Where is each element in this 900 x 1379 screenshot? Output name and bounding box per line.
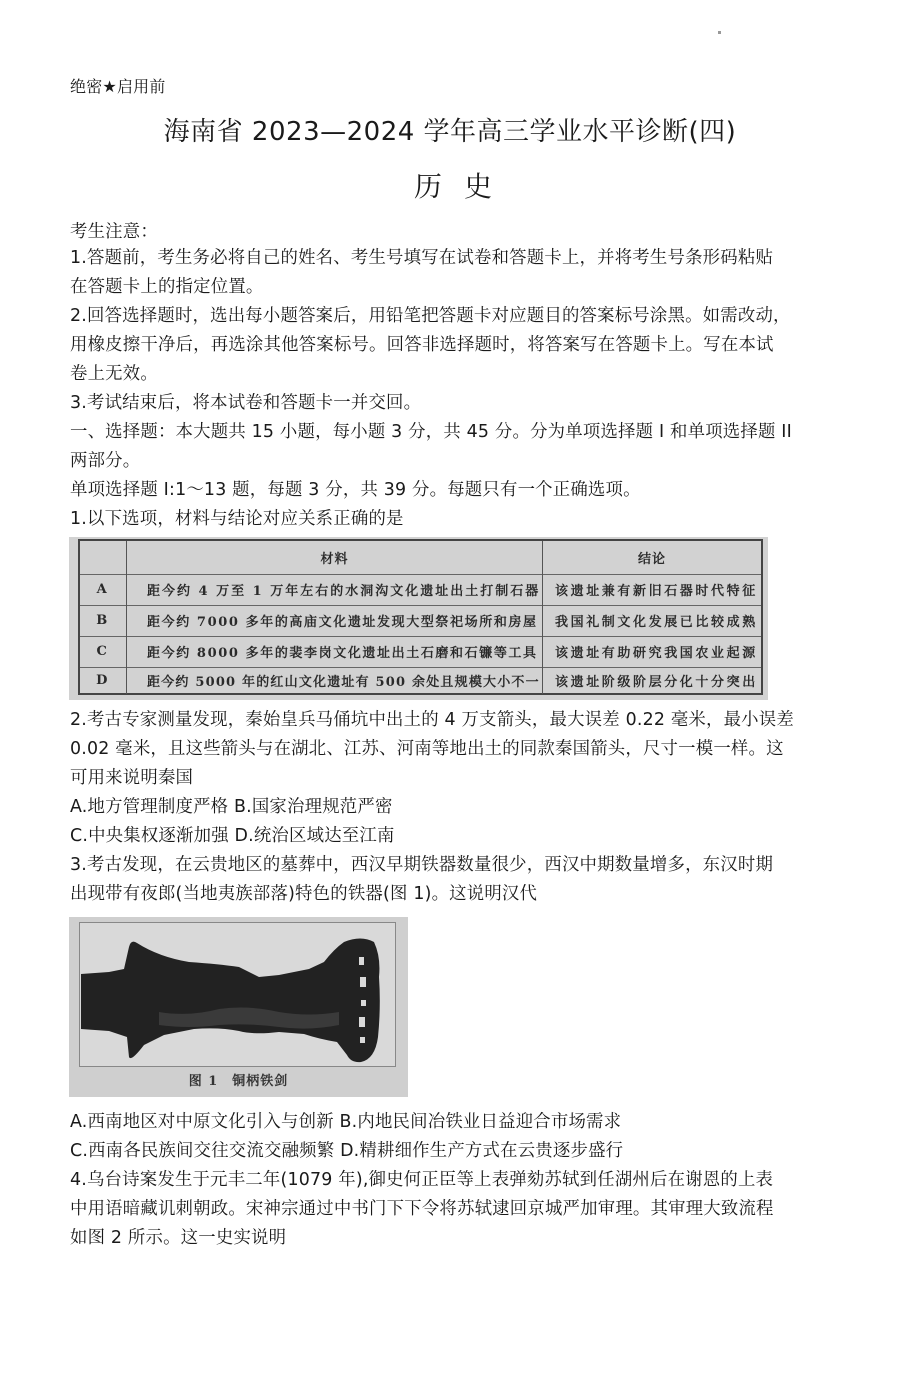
notice-line: 2.回答选择题时，选出每小题答案后，用铅笔把答题卡对应题目的答案标号涂黑。如需改动， bbox=[70, 306, 791, 326]
notice-line: 在答题卡上的指定位置。 bbox=[70, 277, 264, 297]
table-cell-material: 距今约 4 万至 1 万年左右的水洞沟文化遗址出土打制石器 bbox=[127, 574, 543, 605]
notice-line: 3.考试结束后，将本试卷和答题卡一并交回。 bbox=[70, 393, 422, 413]
section-instruction: 单项选择题 I:1～13 题，每题 3 分，共 39 分。每题只有一个正确选项。 bbox=[70, 480, 641, 500]
table-cell-conclusion: 该遗址有助研究我国农业起源 bbox=[555, 646, 758, 661]
table-cell-option: C bbox=[80, 636, 127, 667]
confidential-label: 绝密★启用前 bbox=[70, 77, 166, 96]
table-row bbox=[80, 605, 761, 637]
question-1-table-image bbox=[69, 537, 768, 700]
table-cell-material: 距今约 8000 多年的裴李岗文化遗址出土石磨和石镰等工具 bbox=[127, 636, 543, 667]
table-cell-conclusion: 该遗址阶级阶层分化十分突出 bbox=[555, 675, 758, 690]
table-header-cell: 结论 bbox=[637, 552, 666, 567]
notice-line: 1.答题前，考生务必将自己的姓名、考生号填写在试卷和答题卡上，并将考生号条形码粘贴 bbox=[70, 248, 774, 268]
question-2-options: C.中央集权逐渐加强 D.统治区域达至江南 bbox=[70, 826, 395, 846]
question-3-stem: 出现带有夜郎(当地夷族部落)特色的铁器(图 1)。这说明汉代 bbox=[70, 884, 538, 904]
table-cell-conclusion: 我国礼制文化发展已比较成熟 bbox=[555, 615, 758, 630]
table-cell-conclusion: 该遗址兼有新旧石器时代特征 bbox=[555, 584, 758, 599]
question-1-stem: 1.以下选项，材料与结论对应关系正确的是 bbox=[70, 509, 404, 529]
table-row bbox=[80, 574, 761, 606]
question-2-stem: 0.02 毫米，且这些箭头与在湖北、江苏、河南等地出土的同款秦国箭头，尺寸一模一样。这 bbox=[70, 739, 784, 759]
table-cell-option: B bbox=[80, 605, 127, 636]
table-row bbox=[80, 667, 761, 694]
table-cell-option: A bbox=[80, 574, 127, 605]
table-cell-material: 距今约 5000 年的红山文化遗址有 500 余处且规模大小不一 bbox=[127, 667, 543, 694]
table-cell-option: D bbox=[80, 667, 127, 694]
notice-line: 卷上无效。 bbox=[70, 364, 158, 384]
question-2-options: A.地方管理制度严格 B.国家治理规范严密 bbox=[70, 797, 393, 817]
question-3-stem: 3.考古发现，在云贵地区的墓葬中，西汉早期铁器数量很少，西汉中期数量增多，东汉时期 bbox=[70, 855, 774, 875]
question-3-options: A.西南地区对中原文化引入与创新 B.内地民间冶铁业日益迎合市场需求 bbox=[70, 1112, 622, 1132]
question-4-stem: 中用语暗藏讥刺朝政。宋神宗通过中书门下下令将苏轼逮回京城严加审理。其审理大致流程 bbox=[70, 1199, 774, 1219]
question-4-stem: 4.乌台诗案发生于元丰二年(1079 年),御史何正臣等上表弹劾苏轼到任湖州后在谢恩的上表 bbox=[70, 1170, 774, 1190]
table-header-cell: 材料 bbox=[127, 541, 543, 574]
figure-1-caption: 图 1 铜柄铁剑 bbox=[188, 1074, 289, 1089]
notice-line: 用橡皮擦干净后，再选涂其他答案标号。回答非选择题时，将答案写在答题卡上。写在本试 bbox=[70, 335, 774, 355]
question-1-table bbox=[78, 539, 763, 695]
question-2-stem: 可用来说明秦国 bbox=[70, 768, 194, 788]
table-cell-material: 距今约 7000 多年的高庙文化遗址发现大型祭祀场所和房屋 bbox=[127, 605, 543, 636]
figure-1-bronze-hilt-iron-sword bbox=[69, 917, 408, 1097]
question-4-stem: 如图 2 所示。这一史实说明 bbox=[70, 1228, 287, 1248]
table-header-row bbox=[80, 541, 761, 575]
section-instruction: 两部分。 bbox=[70, 451, 141, 471]
table-row bbox=[80, 636, 761, 668]
question-3-options: C.西南各民族间交往交流交融频繁 D.精耕细作生产方式在云贵逐步盛行 bbox=[70, 1141, 624, 1161]
subject-title: 历史 bbox=[413, 170, 514, 203]
table-header-cell bbox=[80, 541, 127, 574]
notice-heading: 考生注意： bbox=[70, 222, 158, 242]
scan-speck bbox=[718, 31, 721, 34]
section-instruction: 一、选择题：本大题共 15 小题，每小题 3 分，共 45 分。分为单项选择题 I 和单项选择题 II bbox=[70, 422, 792, 442]
exam-title: 海南省 2023—2024 学年高三学业水平诊断(四) bbox=[163, 117, 737, 147]
question-2-stem: 2.考古专家测量发现，秦始皇兵马俑坑中出土的 4 万支箭头，最大误差 0.22 毫米，最小误差 bbox=[70, 710, 794, 730]
